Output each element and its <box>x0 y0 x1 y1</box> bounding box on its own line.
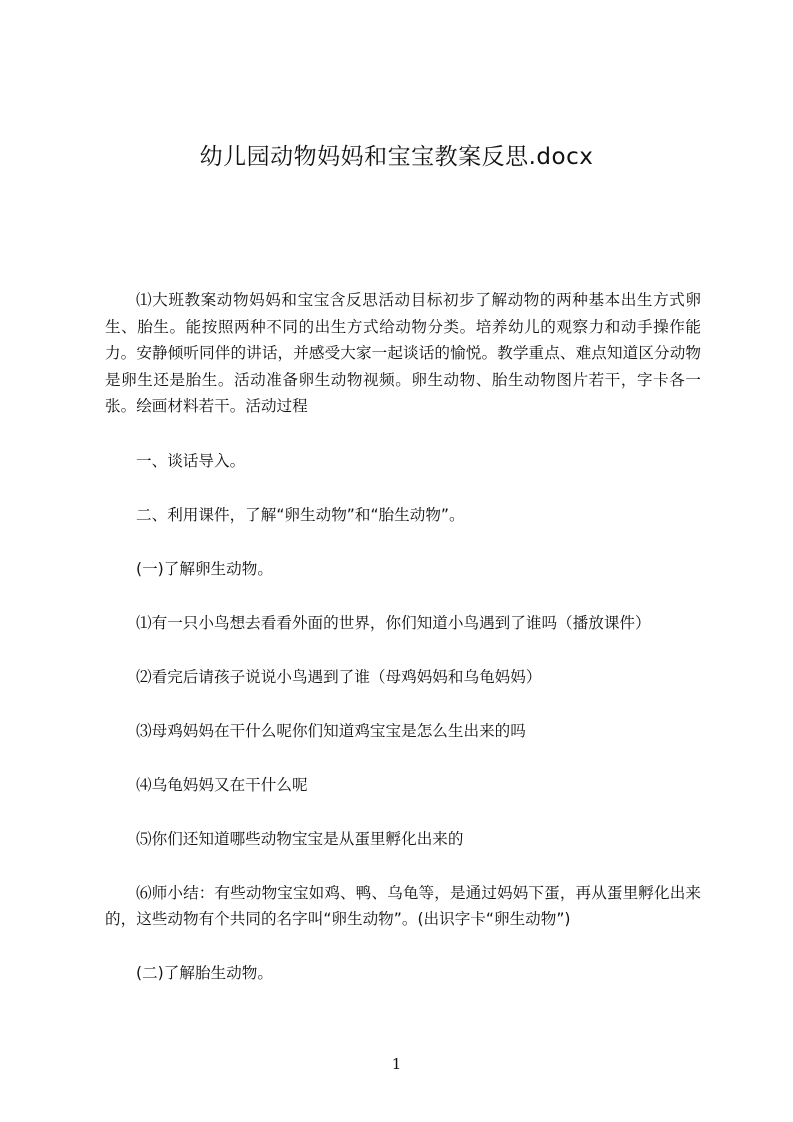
paragraph-section-2: 二、利用课件，了解“卵生动物”和“胎生动物”。 <box>136 505 465 524</box>
paragraph-step-4: ⑷乌龟妈妈又在干什么呢 <box>136 775 308 794</box>
document-title: 幼儿园动物妈妈和宝宝教案反思.docx <box>199 144 594 170</box>
paragraph-step-3: ⑶母鸡妈妈在干什么呢你们知道鸡宝宝是怎么生出来的吗 <box>136 721 526 740</box>
page-number: 1 <box>391 1055 402 1073</box>
paragraph-step-6-summary: ⑹师小结：有些动物宝宝如鸡、鸭、乌龟等，是通过妈妈下蛋，再从蛋里孵化出来的，这些动物有个共同的名字叫“卵生动物”。(出识字卡“卵生动物”) <box>105 883 701 928</box>
paragraph-step-5: ⑸你们还知道哪些动物宝宝是从蛋里孵化出来的 <box>136 829 464 848</box>
paragraph-subsection-oviparous: (一)了解卵生动物。 <box>136 559 273 578</box>
paragraph-intro: ⑴大班教案动物妈妈和宝宝含反思活动目标初步了解动物的两种基本出生方式卵生、胎生。能按照两种不同的出生方式给动物分类。培养幼儿的观察力和动手操作能力。安静倾听同伴的讲话，并感受大家一起谈话的愉悦。教学重点、难点知道区分动物是卵生还是胎生。活动准备卵生动物视频。卵生动物、胎生动物图片若干，字卡各一张。绘画材料若干。活动过程 <box>105 291 701 415</box>
paragraph-section-1: 一、谈话导入。 <box>136 451 246 470</box>
paragraph-subsection-viviparous: (二)了解胎生动物。 <box>136 964 273 982</box>
paragraph-step-1: ⑴有一只小鸟想去看看外面的世界，你们知道小鸟遇到了谁吗（播放课件） <box>136 613 651 632</box>
paragraph-step-2: ⑵看完后请孩子说说小鸟遇到了谁（母鸡妈妈和乌龟妈妈） <box>136 667 542 686</box>
document-body <box>105 287 701 987</box>
